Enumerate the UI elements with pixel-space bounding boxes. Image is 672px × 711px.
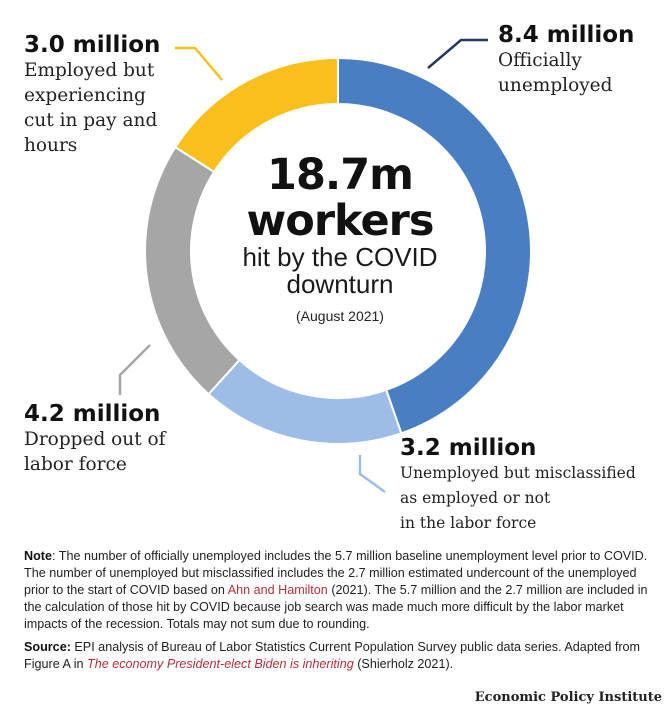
notes-section <box>24 548 654 679</box>
data-label-value: 8.4 million <box>498 22 635 48</box>
source-text-a: EPI analysis of Bureau of Labor Statistics Current Population Survey public data series. Adapted from Figure A in <box>24 640 641 671</box>
center-line-1: hit by the COVID <box>242 242 438 272</box>
data-label-value: 4.2 million <box>24 401 161 427</box>
data-label-value: 3.2 million <box>400 435 537 461</box>
note-text-a: : The number of officially unemployed includes the 5.7 million baseline unemployment level prior to COVID. The number of unemployed but misclassified includes the 2.7 million estimated undercount of the unemployed prior to the start of COVID based on <box>24 549 648 597</box>
center-date: (August 2021) <box>296 308 384 324</box>
source-paragraph <box>24 639 654 673</box>
leader-dropped-out <box>120 345 150 395</box>
note-label: Note <box>24 549 52 563</box>
source-label: Source: <box>24 640 71 654</box>
figure-source-link[interactable]: The economy President-elect Biden is inheriting <box>87 657 354 671</box>
data-label-desc: Dropped out of labor force <box>24 429 166 475</box>
center-line-2: downturn <box>286 269 394 299</box>
leader-misclassified <box>360 455 385 492</box>
data-label-desc: Unemployed but misclassified as employed or not in the labor force <box>400 464 636 532</box>
label-misclassified <box>400 435 636 536</box>
ahn-hamilton-link[interactable]: Ahn and Hamilton <box>227 583 328 597</box>
label-officially-unemployed <box>498 22 634 98</box>
center-summary <box>190 152 490 324</box>
leader-officially-unemployed <box>428 40 488 68</box>
data-label-value: 3.0 million <box>24 32 161 58</box>
center-total: 18.7m <box>267 150 413 200</box>
leader-pay-cut <box>175 48 222 80</box>
data-label-desc: Officially unemployed <box>498 50 613 96</box>
center-unit: workers <box>246 196 434 246</box>
note-paragraph <box>24 548 654 633</box>
label-dropped-out <box>24 401 166 477</box>
label-pay-cut <box>24 32 160 158</box>
slice-misclassified <box>209 360 402 444</box>
epi-logo-text: Economic Policy Institute <box>474 690 662 705</box>
data-label-desc: Employed but experiencing cut in pay and hours <box>24 60 158 156</box>
note-text-b: (2021). The 5.7 million and the 2.7 million are included in the calculation of those hit by COVID because job search was made much more difficult by the labor market impacts of the recession. Totals may not sum due to rounding. <box>24 583 648 631</box>
source-text-b: (Shierholz 2021). <box>353 657 454 671</box>
